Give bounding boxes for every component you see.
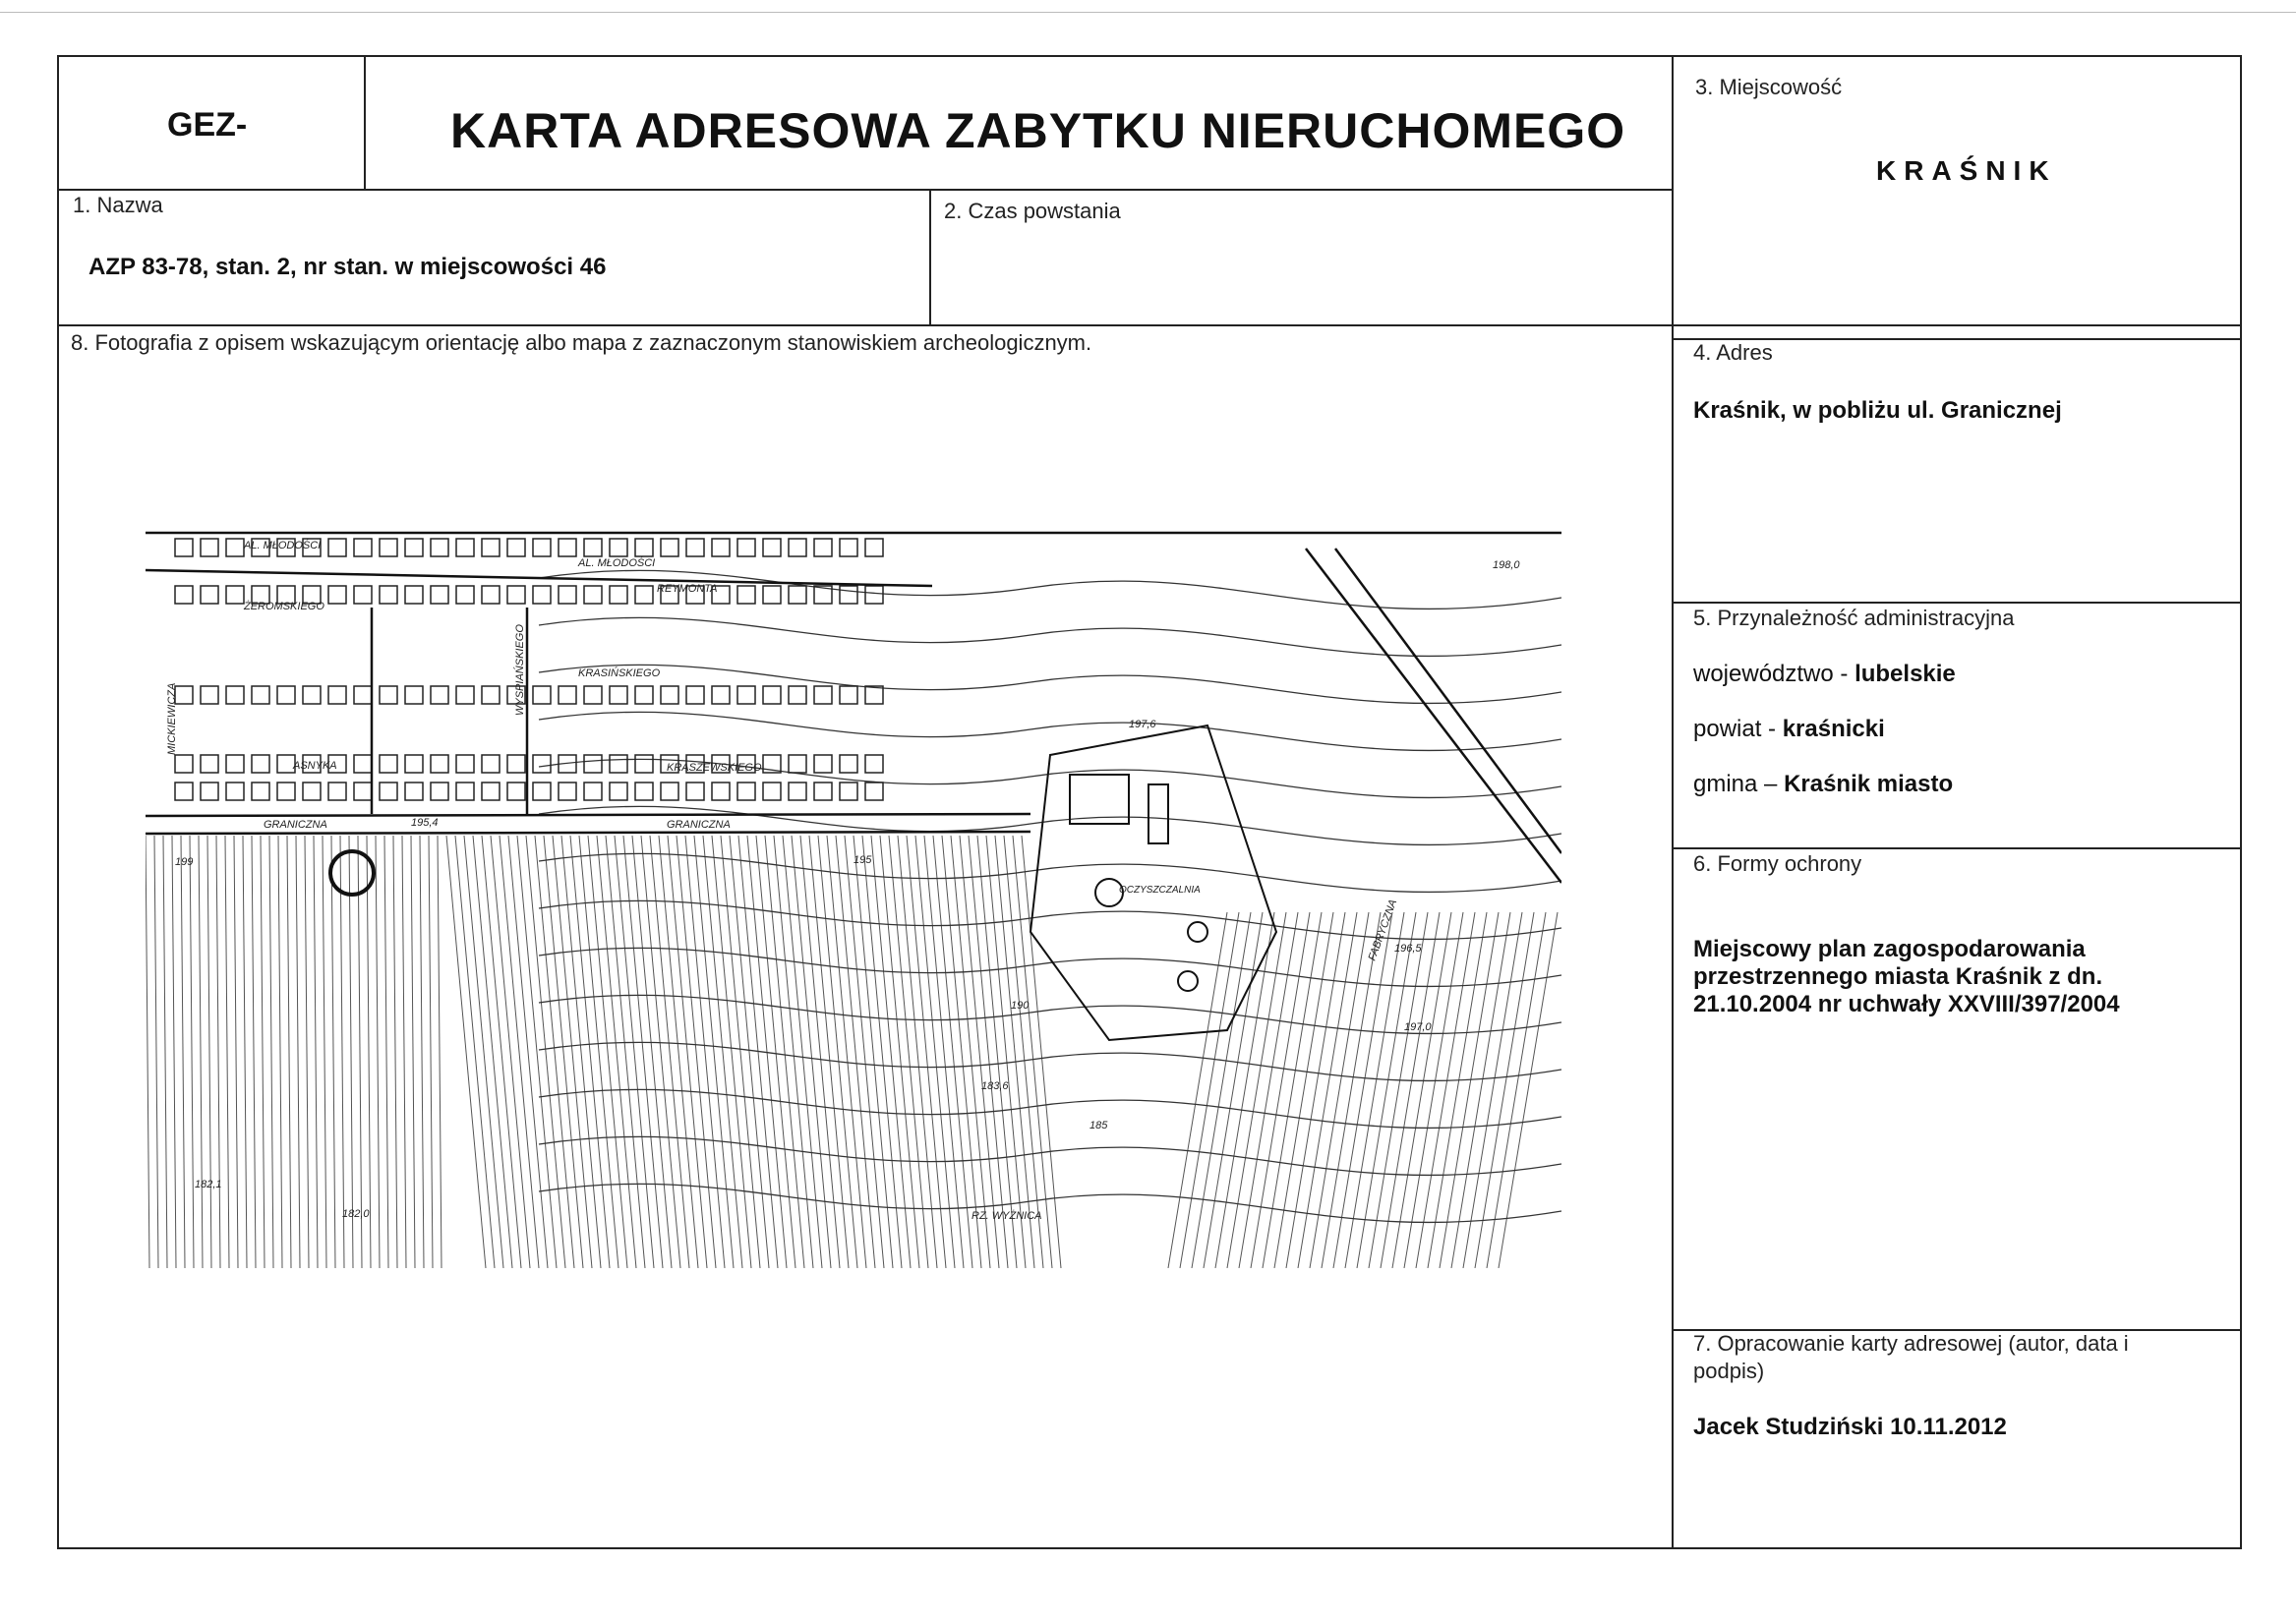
field-4-label: 4. Adres (1693, 340, 1773, 365)
divider (1672, 847, 2242, 849)
map-label: 195,4 (411, 817, 439, 829)
map-label: GRANICZNA (264, 819, 327, 831)
field-5-voivodeship: województwo - lubelskie (1693, 661, 1956, 687)
map-label: 183,6 (981, 1080, 1009, 1092)
scan-edge-line (0, 12, 2296, 13)
field-5-county: powiat - kraśnicki (1693, 716, 1885, 742)
map-label: ASNYKA (293, 760, 337, 772)
map-label: ŻEROMSKIEGO (244, 601, 324, 612)
map-label: 198,0 (1493, 559, 1520, 571)
map-label: 197,0 (1404, 1021, 1432, 1033)
page-title: KARTA ADRESOWA ZABYTKU NIERUCHOMEGO (450, 103, 1626, 158)
field-8-label: 8. Fotografia z opisem wskazującym orientację albo mapa z zaznaczonym stanowiskiem archeologicznym. (71, 330, 1092, 355)
map-label: WYSPIAŃSKIEGO (514, 624, 526, 716)
field-1-value: AZP 83-78, stan. 2, nr stan. w miejscowości 46 (88, 254, 607, 280)
map-label: AL. MŁODOŚCI (578, 557, 656, 569)
field-6-line1: Miejscowy plan zagospodarowania (1693, 936, 2086, 962)
map-label: 182,1 (195, 1179, 222, 1190)
map-label: 196,5 (1394, 943, 1422, 955)
field-5-commune: gmina – Kraśnik miasto (1693, 771, 1954, 797)
map-label: KRASZEWSKIEGO (667, 762, 762, 774)
field-3-label: 3. Miejscowość (1695, 75, 1843, 99)
map-label: AL. MŁODOŚCI (244, 540, 322, 551)
divider (1672, 602, 2242, 604)
site-map (146, 519, 1561, 1268)
field-7-label-line2: podpis) (1693, 1359, 1765, 1383)
field-4-value: Kraśnik, w pobliżu ul. Granicznej (1693, 397, 2062, 424)
map-label: MICKIEWICZA (166, 682, 178, 755)
map-label: 197,6 (1129, 719, 1156, 730)
divider (364, 55, 366, 189)
map-label: 185 (1089, 1120, 1108, 1131)
divider (57, 189, 1672, 191)
map-label: REYMONTA (657, 583, 718, 595)
map-label: RZ. WYŻNICA (971, 1210, 1042, 1222)
field-7-value: Jacek Studziński 10.11.2012 (1693, 1414, 2007, 1440)
divider (57, 324, 2242, 326)
map-label: GRANICZNA (667, 819, 731, 831)
map-label: KRASIŃSKIEGO (578, 667, 661, 679)
map-label: 190 (1011, 1000, 1030, 1012)
map-label: OCZYSZCZALNIA (1119, 885, 1201, 896)
field-2-label: 2. Czas powstania (944, 199, 1121, 223)
map-label: 195 (854, 854, 872, 866)
divider (929, 189, 931, 326)
field-7-label-line1: 7. Opracowanie karty adresowej (autor, data i (1693, 1331, 2129, 1356)
field-6-line2: przestrzennego miasta Kraśnik z dn. (1693, 963, 2103, 990)
field-5-label: 5. Przynależność administracyjna (1693, 606, 2015, 630)
map-label: FABRYCZNA (1366, 898, 1400, 963)
field-1-label: 1. Nazwa (73, 193, 163, 217)
field-6-line3: 21.10.2004 nr uchwały XXVIII/397/2004 (1693, 991, 2120, 1017)
map-label: 199 (175, 856, 194, 868)
card-code: GEZ- (167, 106, 248, 144)
field-6-label: 6. Formy ochrony (1693, 851, 1862, 876)
field-3-value: KRAŚNIK (1876, 155, 2057, 186)
map-label: 182,0 (342, 1208, 370, 1220)
divider (1672, 55, 1674, 1549)
